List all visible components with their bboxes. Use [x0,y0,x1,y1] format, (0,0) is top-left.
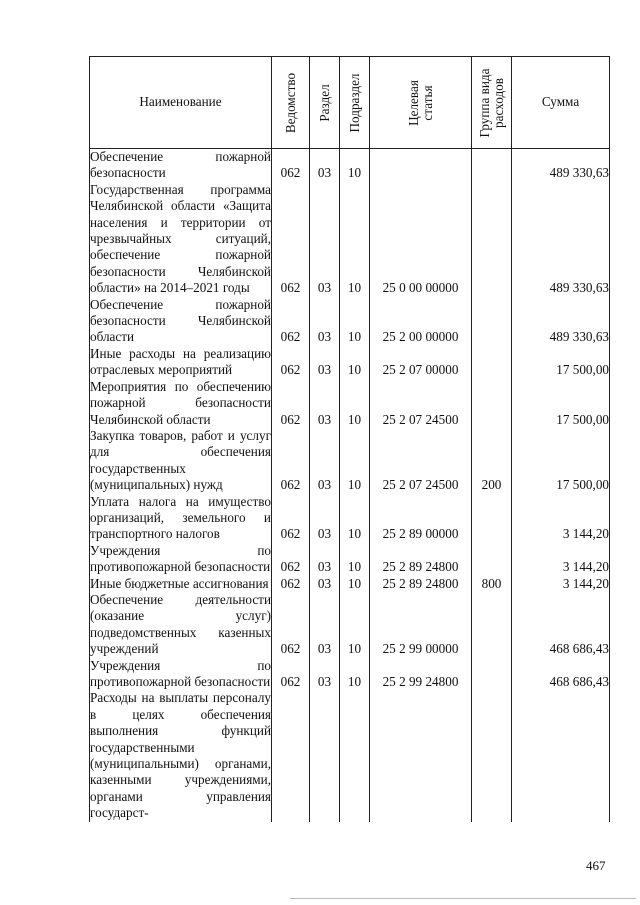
row-section: 03 [310,658,340,691]
budget-table [89,56,610,822]
row-expense-group: 200 [472,428,512,494]
row-subsection: 10 [340,592,370,658]
row-expense-group [472,379,512,428]
row-expense-group [472,182,512,297]
row-amount: 3 144,20 [512,494,610,543]
row-target-article [370,149,472,182]
table-row [90,543,610,576]
row-subsection: 10 [340,346,370,379]
row-subsection [340,690,370,821]
row-target-article: 25 2 07 00000 [370,346,472,379]
row-subsection: 10 [340,576,370,592]
row-target-article: 25 2 07 24500 [370,428,472,494]
row-department: 062 [272,658,310,691]
table-row [90,149,610,182]
row-subsection: 10 [340,297,370,346]
row-target-article: 25 2 00 00000 [370,297,472,346]
row-amount: 17 500,00 [512,346,610,379]
row-expense-group [472,543,512,576]
table-row [90,182,610,297]
row-name: Учреждения по противопожарной безопасности [90,542,271,575]
row-section: 03 [310,346,340,379]
row-amount: 489 330,63 [512,297,610,346]
table-row [90,428,610,494]
row-target-article: 25 2 89 00000 [370,494,472,543]
row-section: 03 [310,494,340,543]
row-department: 062 [272,576,310,592]
row-amount: 489 330,63 [512,149,610,182]
row-department: 062 [272,182,310,297]
row-target-article: 25 2 99 00000 [370,592,472,658]
row-section: 03 [310,297,340,346]
row-expense-group: 800 [472,576,512,592]
row-name: Уплата налога на имущество организаций, земельного и транспортного налогов [90,493,271,542]
row-name: Иные бюджетные ассигнования [90,576,272,592]
table-row [90,297,610,346]
header-section: Раздел [310,57,340,149]
row-section: 03 [310,576,340,592]
row-section [310,690,340,821]
row-subsection: 10 [340,428,370,494]
row-department: 062 [272,428,310,494]
row-expense-group [472,494,512,543]
row-amount: 489 330,63 [512,182,610,297]
row-amount [512,690,610,821]
row-department: 062 [272,379,310,428]
row-department: 062 [272,592,310,658]
row-target-article: 25 2 99 24800 [370,658,472,691]
row-target-article: 25 2 07 24500 [370,379,472,428]
row-department: 062 [272,297,310,346]
row-target-article: 25 0 00 00000 [370,182,472,297]
row-section: 03 [310,149,340,182]
row-target-article: 25 2 89 24800 [370,576,472,592]
row-subsection: 10 [340,379,370,428]
row-department: 062 [272,149,310,182]
row-amount: 17 500,00 [512,428,610,494]
row-expense-group [472,658,512,691]
row-expense-group [472,149,512,182]
table-row [90,576,610,592]
row-amount: 3 144,20 [512,576,610,592]
header-subsection: Подраздел [340,57,370,149]
table-header-row [90,57,610,149]
row-amount: 3 144,20 [512,543,610,576]
row-name: Обеспечение пожарной безопасности Челябинской области [90,296,271,345]
table-row [90,379,610,428]
header-amount: Сумма [512,57,610,149]
row-section: 03 [310,182,340,297]
row-section: 03 [310,543,340,576]
row-name: Расходы на выплаты персоналу в целях обеспечения выполнения функций государственными (муниципальными) органами, казенными учреждениями, органами управления государст- [90,690,271,821]
row-expense-group [472,592,512,658]
row-subsection: 10 [340,658,370,691]
row-subsection: 10 [340,149,370,182]
row-amount: 468 686,43 [512,592,610,658]
row-name: Мероприятия по обеспечению пожарной безопасности Челябинской области [90,378,271,427]
header-expense-group: Группа вида расходов [472,57,512,149]
row-expense-group [472,690,512,821]
table-row [90,592,610,658]
row-name: Закупка товаров, работ и услуг для обеспечения государственных (муниципальных) нужд [90,427,271,493]
row-name: Учреждения по противопожарной безопасности [90,657,271,689]
row-department: 062 [272,346,310,379]
header-target-article: Целевая статья [370,57,472,149]
bottom-rule [290,898,636,899]
row-department [272,690,310,821]
row-subsection: 10 [340,494,370,543]
row-name: Обеспечение деятельности (оказание услуг) подведомственных казенных учреждений [90,591,271,657]
row-department: 062 [272,543,310,576]
row-target-article [370,690,472,821]
row-section: 03 [310,428,340,494]
row-name: Иные расходы на реализацию отраслевых мероприятий [90,345,271,378]
row-section: 03 [310,379,340,428]
row-amount: 468 686,43 [512,658,610,691]
row-expense-group [472,297,512,346]
table-row [90,346,610,379]
table-row [90,690,610,821]
header-department: Ведомство [272,57,310,149]
row-expense-group [472,346,512,379]
row-subsection: 10 [340,543,370,576]
table-row [90,494,610,543]
row-amount: 17 500,00 [512,379,610,428]
row-name: Обеспечение пожарной безопасности [90,149,271,181]
row-subsection: 10 [340,182,370,297]
row-department: 062 [272,494,310,543]
row-section: 03 [310,592,340,658]
table-row [90,658,610,691]
page-number: 467 [586,858,606,873]
header-name: Наименование [90,57,272,149]
row-target-article: 25 2 89 24800 [370,543,472,576]
row-name: Государственная программа Челябинской области «Защита населения и территории от чрезвычайных ситуаций, обеспечение пожарной безопасности Челябинской области» на 2014–2021 годы [90,181,271,296]
